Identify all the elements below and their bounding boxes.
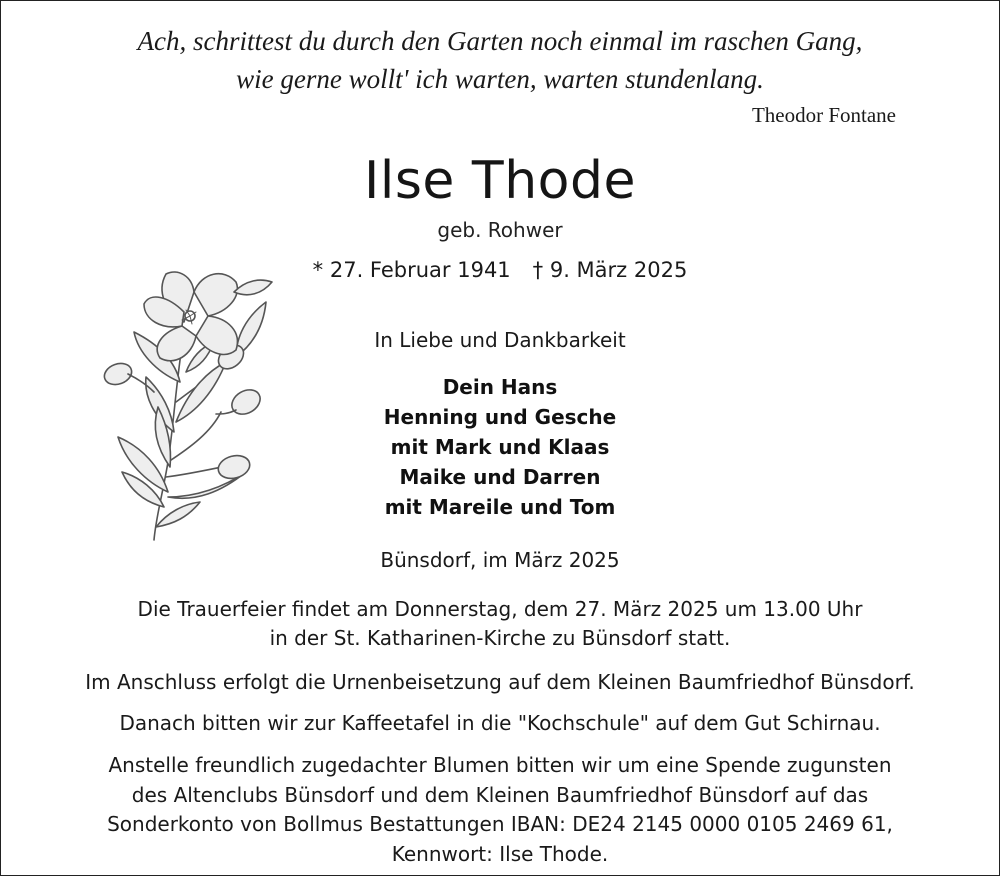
poem-line: wie gerne wollt' ich warten, warten stundenlang. <box>236 64 764 94</box>
deceased-name: Ilse Thode <box>364 151 636 211</box>
dedication-text: In Liebe und Dankbarkeit <box>374 328 626 352</box>
family-member: Maike und Darren <box>399 465 601 489</box>
family-list <box>0 372 1000 522</box>
donation-info <box>0 751 1000 869</box>
family-member: Henning und Gesche <box>383 405 617 429</box>
family-member: Dein Hans <box>442 375 558 399</box>
donation-line: Sonderkonto von Bollmus Bestattungen IBAN: DE24 2145 0000 0105 2469 61, <box>107 812 893 836</box>
donation-line: Kennwort: Ilse Thode. <box>391 841 609 866</box>
burial-info: Im Anschluss erfolgt die Urnenbeisetzung auf dem Kleinen Baumfriedhof Bünsdorf. <box>85 670 915 694</box>
poem-author: Theodor Fontane <box>751 103 896 127</box>
poem-quote <box>0 22 1000 98</box>
funeral-info <box>0 595 1000 653</box>
place-date: Bünsdorf, im März 2025 <box>380 548 620 572</box>
coffee-info: Danach bitten wir zur Kaffeetafel in die "Kochschule" auf dem Gut Schirnau. <box>119 711 881 735</box>
family-member: mit Mark und Klaas <box>390 435 610 459</box>
family-member: mit Mareile und Tom <box>384 495 616 519</box>
funeral-line: Die Trauerfeier findet am Donnerstag, dem 27. März 2025 um 13.00 Uhr <box>137 597 863 621</box>
birth-name: geb. Rohwer <box>437 218 563 242</box>
poem-line: Ach, schrittest du durch den Garten noch einmal im raschen Gang, <box>137 26 863 56</box>
death-date: † 9. März 2025 <box>532 258 688 282</box>
donation-line: Anstelle freundlich zugedachter Blumen bitten wir um eine Spende zugunsten <box>108 753 892 777</box>
donation-line: des Altenclubs Bünsdorf und dem Kleinen Baumfriedhof Bünsdorf auf das <box>131 782 869 807</box>
funeral-line: in der St. Katharinen-Kirche zu Bünsdorf statt. <box>269 626 731 650</box>
birth-date: * 27. Februar 1941 <box>312 258 511 282</box>
